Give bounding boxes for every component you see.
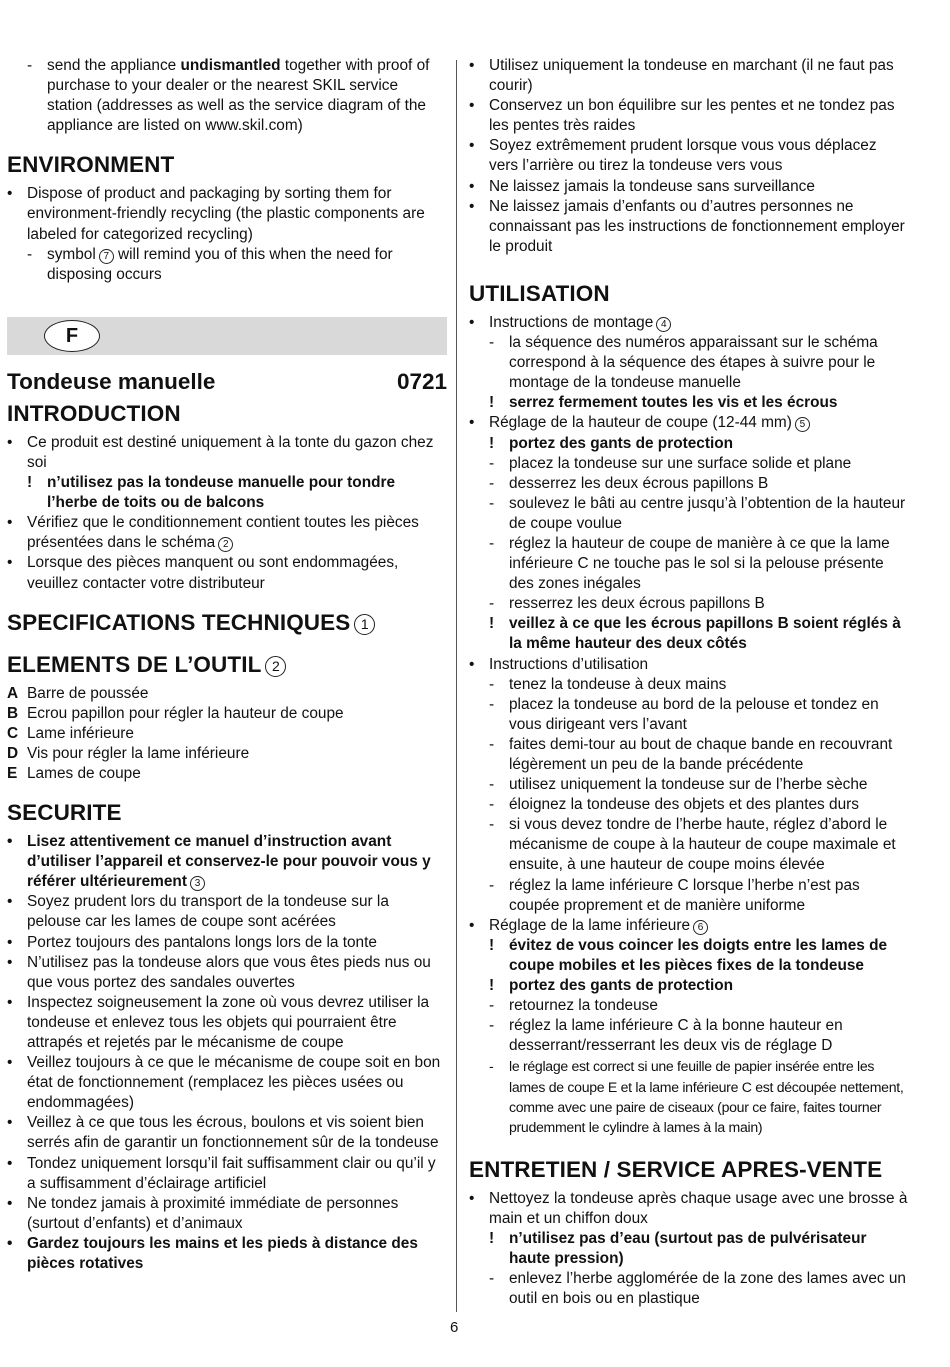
warning-item: ! portez des gants de protection bbox=[489, 434, 734, 452]
list-item: - tenez la tondeuse à deux mains bbox=[489, 675, 727, 693]
warning-item: ! n’utilisez pas d’eau (surtout pas de pulvérisateur haute pression) bbox=[489, 1229, 867, 1268]
right-column bbox=[469, 56, 909, 1309]
product-code: 0721 bbox=[396, 368, 447, 394]
specs-heading: SPECIFICATIONS TECHNIQUES 1 bbox=[7, 610, 447, 636]
warning-item: ! portez des gants de protection bbox=[489, 977, 734, 995]
element-item: E Lames de coupe bbox=[7, 764, 141, 782]
list-item: • Vérifiez que le conditionnement contient toutes les pièces présentées dans le schéma 2 bbox=[7, 514, 419, 552]
list-item: - la séquence des numéros apparaissant sur le schéma correspond à la séquence des étapes à suivre pour le montage de la tondeuse manuelle bbox=[489, 334, 878, 392]
list-item: - si vous devez tondre de l’herbe haute, réglez d’abord le mécanisme de coupe à la hauteur de coupe maximale et ensuite, à une hauteur de coupe moins élevée bbox=[489, 816, 896, 874]
list-item: - réglez la lame inférieure C lorsque l’herbe n’est pas coupée proprement et de manière uniforme bbox=[489, 876, 860, 914]
list-item: • Instructions d’utilisation bbox=[469, 655, 649, 673]
elements-heading: ELEMENTS DE L’OUTIL 2 bbox=[7, 652, 447, 678]
language-badge: F bbox=[44, 320, 100, 352]
list-item: • Lisez attentivement ce manuel d’instruction avant d’utiliser l’appareil et conservez-le pour pouvoir vous y référer ultérieurement 3 bbox=[7, 833, 431, 891]
list-item: • Nettoyez la tondeuse après chaque usage avec une brosse à main et un chiffon doux bbox=[469, 1189, 908, 1227]
list-item: • Lorsque des pièces manquent ou sont endommagées, veuillez contacter votre distributeur bbox=[7, 554, 399, 592]
entretien-heading: ENTRETIEN / SERVICE APRES-VENTE bbox=[469, 1156, 883, 1182]
list-item: • Ne laissez jamais d’enfants ou d’autres personnes ne connaissant pas les instructions de fonctionnement employer le produit bbox=[469, 197, 905, 255]
list-item: • Soyez prudent lors du transport de la tondeuse sur la pelouse car les lames de coupe sont acérées bbox=[7, 893, 389, 931]
list-item: - réglez la hauteur de coupe de manière à ce que la lame inférieure C ne touche pas le sol si la pelouse présente des zones inégales bbox=[489, 534, 890, 593]
warning-item: ! veillez à ce que les écrous papillons B soient réglés à la même hauteur des deux côtés bbox=[489, 615, 901, 653]
list-item: • Utilisez uniquement la tondeuse en marchant (il ne faut pas courir) bbox=[469, 57, 894, 95]
figure-ref-badge: 5 bbox=[795, 417, 810, 432]
product-title bbox=[7, 369, 447, 395]
figure-ref-badge: 6 bbox=[693, 920, 708, 935]
list-item: • Tondez uniquement lorsqu’il fait suffisamment clair ou qu’il y a suffisamment d’éclairage artificiel bbox=[7, 1154, 436, 1192]
list-item: • Soyez extrêmement prudent lorsque vous vous déplacez vers l’arrière ou tirez la tondeuse vers vous bbox=[469, 137, 877, 175]
figure-ref-badge: 2 bbox=[265, 656, 286, 677]
list-item: • Gardez toujours les mains et les pieds à distance des pièces rotatives bbox=[7, 1234, 418, 1273]
element-item: D Vis pour régler la lame inférieure bbox=[7, 744, 250, 762]
list-item: • Conservez un bon équilibre sur les pentes et ne tondez pas les pentes très raides bbox=[469, 97, 895, 135]
list-item: • Veillez à ce que tous les écrous, boulons et vis soient bien serrés afin de garantir un fonctionnement sûr de la tondeuse bbox=[7, 1114, 439, 1152]
product-name: Tondeuse manuelle bbox=[7, 368, 216, 394]
list-item: - soulevez le bâti au centre jusqu’à l’obtention de la hauteur de coupe voulue bbox=[489, 494, 906, 532]
warning-item: ! n’utilisez pas la tondeuse manuelle pour tondre l’herbe de toits ou de balcons bbox=[27, 474, 396, 512]
list-item: - symbol 7 will remind you of this when the need for disposing occurs bbox=[27, 245, 393, 283]
warning-item: ! évitez de vous coincer les doigts entre les lames de coupe mobiles et les pièces fixes de la tondeuse bbox=[489, 936, 888, 974]
list-item: • Ce produit est destiné uniquement à la tonte du gazon chez soi bbox=[7, 433, 434, 471]
utilisation-heading: UTILISATION bbox=[469, 280, 610, 306]
figure-ref-badge: 1 bbox=[354, 614, 375, 635]
list-item: • Instructions de montage 4 bbox=[469, 313, 909, 333]
list-item: • Ne laissez jamais la tondeuse sans surveillance bbox=[469, 177, 815, 195]
list-item: • Réglage de la lame inférieure 6 bbox=[469, 916, 909, 936]
figure-ref-badge: 2 bbox=[218, 537, 233, 552]
list-item: - retournez la tondeuse bbox=[489, 997, 658, 1015]
figure-ref-badge: 4 bbox=[656, 317, 671, 332]
list-item: • Veillez toujours à ce que le mécanisme de coupe soit en bon état de fonctionnement (remplacez les pièces usées ou endommagées) bbox=[7, 1054, 441, 1112]
element-item: B Ecrou papillon pour régler la hauteur de coupe bbox=[7, 704, 344, 722]
list-item: • Portez toujours des pantalons longs lors de la tonte bbox=[7, 933, 377, 951]
left-column bbox=[7, 56, 447, 1274]
list-item: - placez la tondeuse au bord de la pelouse et tondez en vous dirigeant vers l’avant bbox=[489, 695, 879, 733]
introduction-heading: INTRODUCTION bbox=[7, 400, 181, 426]
list-item: • Réglage de la hauteur de coupe (12-44 mm) 5 bbox=[469, 413, 909, 433]
list-item: - resserrez les deux écrous papillons B bbox=[489, 595, 765, 613]
list-item: • N’utilisez pas la tondeuse alors que vous êtes pieds nus ou que vous portez des sandales ouvertes bbox=[7, 953, 431, 991]
environment-heading: ENVIRONMENT bbox=[7, 152, 175, 178]
page-number: 6 bbox=[450, 1319, 459, 1336]
list-item: - éloignez la tondeuse des objets et des plantes durs bbox=[489, 796, 859, 814]
language-band bbox=[7, 317, 447, 355]
list-item: - le réglage est correct si une feuille de papier insérée entre les lames de coupe E et la lame inférieure C est découpée nettement, comme avec une paire de ciseaux (pour ce faire, faites tourner prudemment le cylindre à lames à la main) bbox=[489, 1058, 904, 1135]
list-item: - enlevez l’herbe agglomérée de la zone des lames avec un outil en bois ou en plastique bbox=[489, 1270, 906, 1308]
warning-item: ! serrez fermement toutes les vis et les écrous bbox=[489, 394, 838, 412]
list-item: - faites demi-tour au bout de chaque bande en recouvrant légèrement un peu de la bande précédente bbox=[489, 735, 893, 773]
element-item: A Barre de poussée bbox=[7, 684, 149, 702]
list-item: - desserrez les deux écrous papillons B bbox=[489, 474, 769, 492]
list-item: • Ne tondez jamais à proximité immédiate de personnes (surtout d’enfants) et d’animaux bbox=[7, 1194, 399, 1232]
list-item: - utilisez uniquement la tondeuse sur de l’herbe sèche bbox=[489, 776, 868, 794]
column-divider bbox=[456, 60, 457, 1312]
list-item: - placez la tondeuse sur une surface solide et plane bbox=[489, 454, 852, 472]
securite-heading: SECURITE bbox=[7, 800, 122, 826]
element-item: C Lame inférieure bbox=[7, 724, 134, 742]
list-item: - send the appliance undismantled together with proof of purchase to your dealer or the nearest SKIL service station (addresses as well as the service diagram of the appliance are listed on www.skil.com) bbox=[27, 57, 430, 135]
figure-ref-badge: 7 bbox=[99, 249, 114, 264]
list-item: • Dispose of product and packaging by sorting them for environment-friendly recycling (the plastic components are labeled for categorized recycling) bbox=[7, 185, 425, 243]
list-item: • Inspectez soigneusement la zone où vous devrez utiliser la tondeuse et enlevez tous les objets qui pourraient être attrapés et rejetés par le mécanisme de coupe bbox=[7, 993, 430, 1051]
list-item: - réglez la lame inférieure C à la bonne hauteur en desserrant/resserrant les deux vis de réglage D bbox=[489, 1017, 843, 1055]
figure-ref-badge: 3 bbox=[190, 876, 205, 891]
